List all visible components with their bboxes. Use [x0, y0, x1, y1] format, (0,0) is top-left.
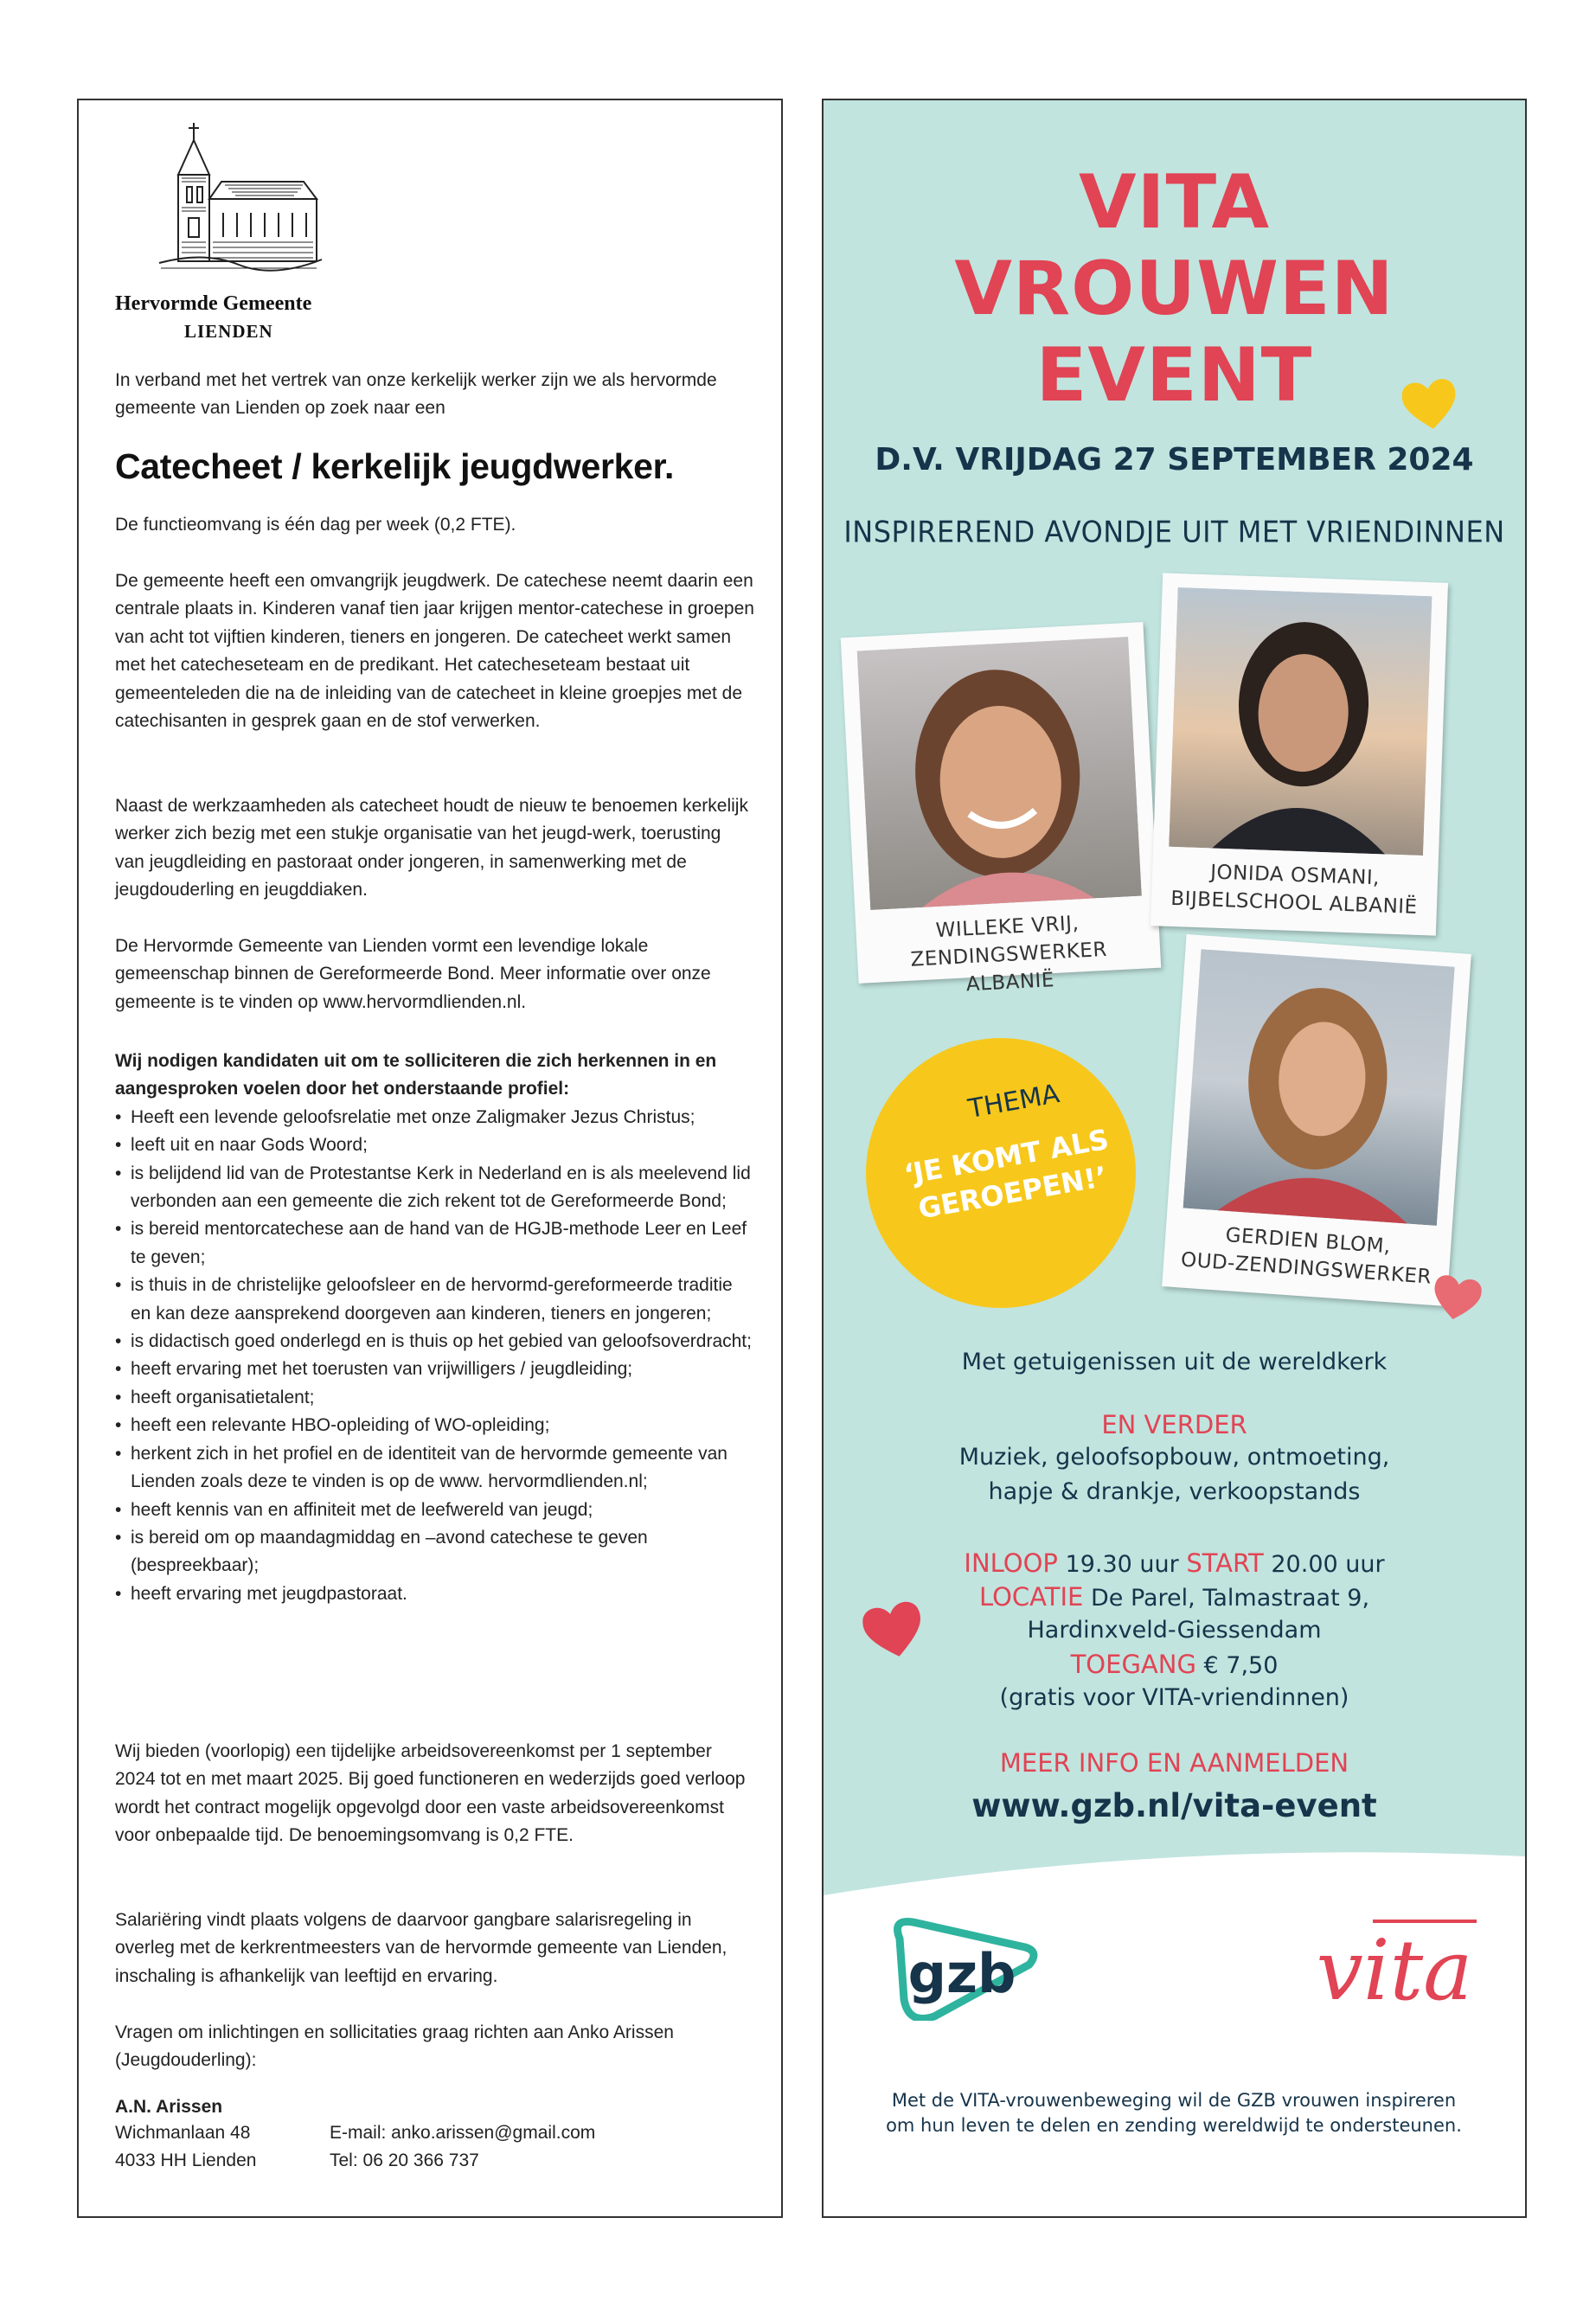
svg-text:gzb: gzb	[907, 1942, 1016, 2005]
paragraph-offer: Wij bieden (voorlopig) een tijdelijke arbeidsovereenkomst per 1 september 2024 tot en met maart 2025. Bij goed functioneren en wederzijds goed verloop wordt het contract mogelijk opgevolgd door een vaste arbeidsovereenkomst voor onbepaalde tijd. De benoemingsomvang is 0,2 FTE.	[115, 1741, 746, 1846]
speaker-photo-gerdien	[1162, 934, 1471, 1306]
profile-item: • heeft organisatietalent;	[115, 1384, 755, 1412]
profile-section	[115, 1048, 755, 1608]
profile-list	[115, 1104, 755, 1608]
vita-logo-icon	[1304, 1904, 1485, 2025]
paragraph-gemeente: De Hervormde Gemeente van Lienden vormt een levendige lokale gemeenschap binnen de Gereformeerde Bond. Meer informatie over onze gemeente is te vinden op www.hervormdlienden.nl.	[115, 936, 711, 1012]
portrait-image	[1183, 949, 1455, 1226]
svg-text:vita: vita	[1316, 1922, 1473, 2019]
also-label: EN VERDER	[1101, 1410, 1247, 1439]
paragraph-jeugdwerk: De gemeente heeft een omvangrijk jeugdwerk. De catechese neemt daarin een centrale plaats in. Kinderen vanaf tien jaar krijgen mentor-catechese in groepen van acht tot vijftien kinderen, tieners en jongeren. De catecheet werkt samen met het catecheseteam en de predikant. Het catecheseteam bestaat uit gemeenteleden die na de inleiding van de catecheet in kleine groepjes met de catechisanten in gesprek gaan en de stof verwerken.	[115, 571, 754, 732]
portrait-image	[1169, 587, 1432, 856]
location-address: De Parel, Talmastraat 9,	[1090, 1585, 1370, 1612]
profile-item: • herkent zich in het profiel en de identiteit van de hervormde gemeente van Lienden zoals deze te vinden is op de www. hervormdlienden.nl;	[115, 1440, 755, 1497]
gzb-logo	[882, 1913, 1042, 2021]
heart-icon	[860, 1599, 927, 1661]
profile-item: • is didactisch goed onderlegd en is thuis op het gebied van geloofsoverdracht;	[115, 1328, 755, 1356]
entry-line	[824, 1648, 1525, 1682]
also-line: Muziek, geloofsopbouw, ontmoeting,	[958, 1444, 1390, 1471]
contact-name: A.N. Arissen	[115, 2097, 223, 2117]
location-city: Hardinxveld-Giessendam	[1027, 1617, 1322, 1644]
job-scope: De functieomvang is één dag per week (0,2 FTE).	[115, 515, 516, 535]
contact-email[interactable]: E-mail: anko.arissen@gmail.com	[330, 2123, 596, 2143]
theme-text: ‘JE KOMT ALS GEROEPEN!’	[901, 1122, 1112, 1226]
address-city: 4033 HH Lienden	[115, 2150, 257, 2170]
heart-icon	[1399, 375, 1461, 433]
event-tagline: INSPIREREND AVONDJE UIT MET VRIENDINNEN	[843, 515, 1505, 549]
job-title: Catecheet / kerkelijk jeugdwerker.	[115, 446, 675, 486]
speaker-photo-willeke	[841, 622, 1161, 997]
location-label: LOCATIE	[978, 1582, 1084, 1612]
speaker-caption: WILLEKE VRIJ, ZENDINGSWERKER ALBANIË	[909, 912, 1108, 997]
entry-label: TOEGANG	[1070, 1650, 1196, 1679]
paragraph-werkzaamheden: Naast de werkzaamheden als catecheet houdt de nieuw te benoemen kerkelijk werker zich bezig met een stukje organisatie van het jeugd-werk, toerusting van jeugdleiding en pastoraat onder jongeren, in samenwerking met de jeugdouderling en jeugddiaken.	[115, 796, 748, 901]
event-title-line: VROUWEN	[954, 246, 1394, 332]
profile-item: • is bereid mentorcatechese aan de hand van de HGJB-methode Leer en Leef te geven;	[115, 1215, 755, 1272]
address-street: Wichmanlaan 48	[115, 2123, 251, 2143]
church-place: LIENDEN	[184, 321, 273, 342]
footer-text: Met de VITA-vrouwenbeweging wil de GZB vrouwen inspireren om hun leven te delen en zending wereldwijd te ondersteunen.	[886, 2090, 1462, 2136]
event-website-link[interactable]: www.gzb.nl/vita-event	[971, 1787, 1377, 1824]
theme-label: THEMA	[965, 1079, 1062, 1125]
event-date: D.V. VRIJDAG 27 SEPTEMBER 2024	[875, 442, 1474, 478]
start-label: START	[1186, 1548, 1264, 1578]
profile-item: • heeft ervaring met het toerusten van vrijwilligers / jeugdleiding;	[115, 1356, 755, 1383]
contact-intro: Vragen om inlichtingen en sollicitaties graag richten aan Anko Arissen (Jeugdouderling):	[115, 2022, 674, 2071]
church-logo-icon	[152, 121, 325, 272]
also-line: hapje & drankje, verkoopstands	[988, 1478, 1361, 1505]
start-time: 20.00 uur	[1271, 1551, 1385, 1578]
info-label: MEER INFO EN AANMELDEN	[999, 1748, 1349, 1778]
speaker-photo-jonida	[1151, 573, 1448, 935]
profile-item: • heeft ervaring met jeugdpastoraat.	[115, 1580, 755, 1608]
event-title-line: VITA	[1078, 159, 1271, 246]
inloop-time: 19.30 uur	[1065, 1551, 1179, 1578]
speaker-caption: JONIDA OSMANI, BIJBELSCHOOL ALBANIË	[1170, 861, 1419, 919]
profile-item: • is bereid om op maandagmiddag en –avond catechese te geven (bespreekbaar);	[115, 1524, 755, 1580]
profile-item: • is belijdend lid van de Protestantse Kerk in Nederland en is als meelevend lid verbonden aan een gemeente die zich rekent tot de Gereformeerde Bond;	[115, 1160, 755, 1216]
church-job-ad	[77, 99, 783, 2218]
ad-intro: In verband met het vertrek van onze kerkelijk werker zijn we als hervormde gemeente van Lienden op zoek naar een	[115, 370, 717, 419]
profile-item: • Heeft een levende geloofsrelatie met onze Zaligmaker Jezus Christus;	[115, 1104, 755, 1131]
profile-item: • is thuis in de christelijke geloofsleer en de hervormd-gereformeerde traditie en kan deze aansprekend doorgeven aan kinderen, tieners en jongeren;	[115, 1272, 755, 1328]
profile-intro: Wij nodigen kandidaten uit om te solliciteren die zich herkennen in en aangesproken voelen door het onderstaande profiel:	[115, 1051, 717, 1099]
times-line	[824, 1547, 1525, 1581]
heart-icon	[1429, 1272, 1484, 1323]
speaker-caption: GERDIEN BLOM, OUD-ZENDINGSWERKER	[1180, 1224, 1433, 1289]
portrait-image	[857, 637, 1142, 910]
gzb-logo-icon	[882, 1913, 1042, 2021]
testimonies-text: Met getuigenissen uit de wereldkerk	[961, 1349, 1388, 1375]
vita-logo	[1304, 1904, 1485, 2025]
event-title-line: EVENT	[1035, 332, 1313, 419]
paragraph-salary: Salariëring vindt plaats volgens de daarvoor gangbare salarisregeling in overleg met de kerkrentmeesters van de hervormde gemeente van Lienden, inschaling is afhankelijk van leeftijd en ervaring.	[115, 1910, 727, 1986]
entry-price: € 7,50	[1203, 1652, 1279, 1679]
entry-note: (gratis voor VITA-vriendinnen)	[999, 1684, 1349, 1711]
church-name: Hervormde Gemeente	[115, 292, 312, 315]
profile-item: • heeft kennis van en affiniteit met de leefwereld van jeugd;	[115, 1497, 755, 1524]
profile-item: • heeft een relevante HBO-opleiding of WO-opleiding;	[115, 1412, 755, 1439]
location-line	[824, 1580, 1525, 1615]
inloop-label: INLOOP	[964, 1548, 1058, 1578]
profile-item: • leeft uit en naar Gods Woord;	[115, 1131, 755, 1159]
contact-phone: Tel: 06 20 366 737	[330, 2150, 479, 2170]
vita-event-ad	[822, 99, 1527, 2218]
